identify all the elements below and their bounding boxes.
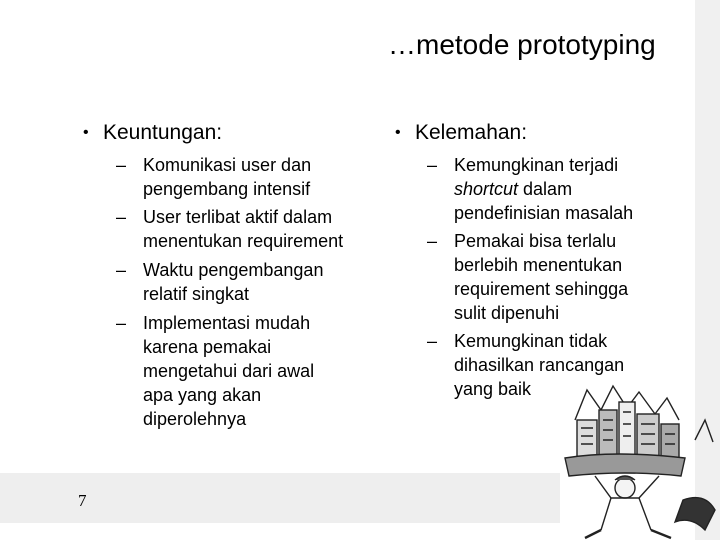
builder-carrying-city-illustration-icon xyxy=(555,380,720,540)
text-line: sulit dipenuhi xyxy=(454,303,560,323)
text-line: mengetahui dari awal xyxy=(143,361,315,381)
text-line: User terlibat aktif dalam xyxy=(143,207,333,227)
text-line: Komunikasi user dan xyxy=(143,155,312,175)
right-heading-row xyxy=(395,120,527,146)
dash-icon: – xyxy=(116,207,127,227)
bullet-icon: • xyxy=(395,124,401,141)
text-line: pendefinisian masalah xyxy=(454,203,634,223)
left-heading-row xyxy=(83,120,222,146)
text-line-rest: dalam xyxy=(518,179,573,199)
left-heading: Keuntungan: xyxy=(103,121,223,144)
text-line: Implementasi mudah xyxy=(143,313,311,333)
dash-icon: – xyxy=(116,313,127,333)
text-line-italic-lead xyxy=(454,177,633,201)
slide-number: 7 xyxy=(78,491,87,510)
text-line: Pemakai bisa terlalu xyxy=(454,231,617,251)
text-line: Kemungkinan tidak xyxy=(454,331,608,351)
text-line: Waktu pengembangan xyxy=(143,260,324,280)
dash-icon: – xyxy=(116,155,127,175)
text-line: requirement sehingga xyxy=(454,279,629,299)
text-line: yang baik xyxy=(454,379,532,399)
text-line: menentukan requirement xyxy=(143,231,344,251)
text-line: berlebih menentukan xyxy=(454,255,623,275)
slide-title: …metode prototyping xyxy=(388,29,656,60)
text-line: diperolehnya xyxy=(143,409,247,429)
text-line: relatif singkat xyxy=(143,284,250,304)
text-line: apa yang akan xyxy=(143,385,262,405)
right-heading: Kelemahan: xyxy=(415,121,528,144)
text-line: karena pemakai xyxy=(143,337,272,357)
bullet-icon: • xyxy=(83,124,89,141)
dash-icon: – xyxy=(427,231,438,251)
italic-term: shortcut xyxy=(454,179,519,199)
text-line: Kemungkinan terjadi xyxy=(454,155,619,175)
dash-icon: – xyxy=(427,331,438,351)
text-line: dihasilkan rancangan xyxy=(454,355,625,375)
dash-icon: – xyxy=(116,260,127,280)
text-line: pengembang intensif xyxy=(143,179,311,199)
dash-icon: – xyxy=(427,155,438,175)
